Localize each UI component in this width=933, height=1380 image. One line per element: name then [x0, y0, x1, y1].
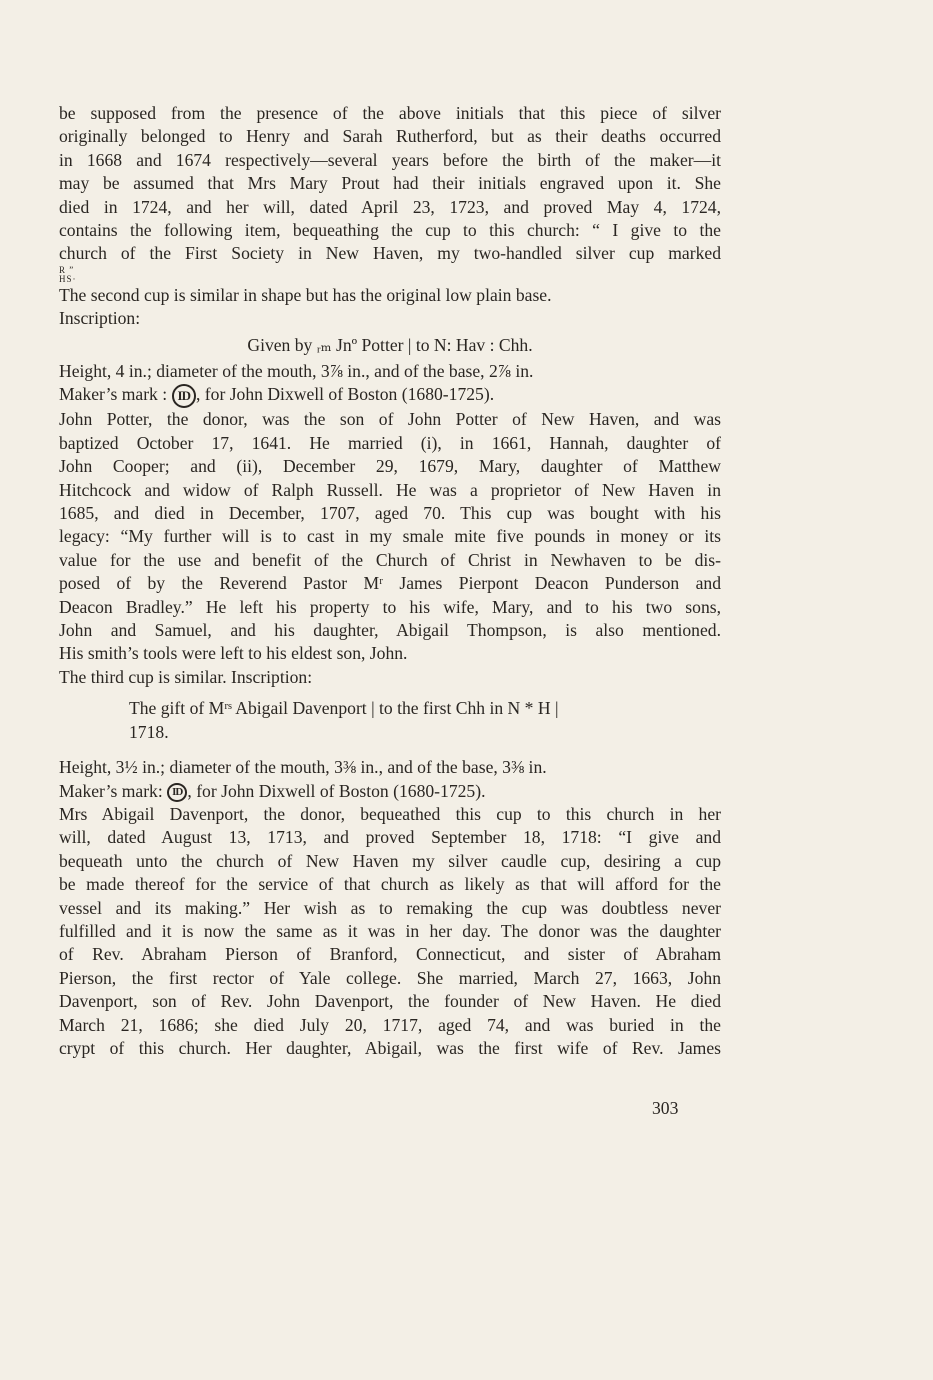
text-line: Davenport, son of Rev. John Davenport, the founder of New Haven. He died	[59, 991, 721, 1012]
text-line: Mrs Abigail Davenport, the donor, bequeathed this cup to this church in her	[59, 803, 721, 824]
makers-mark-line	[59, 780, 721, 803]
makers-mark-line	[59, 383, 721, 408]
text-line: The second cup is similar in shape but has the original low plain base.	[59, 284, 552, 305]
text-line: be supposed from the presence of the above initials that this piece of silver	[59, 103, 721, 123]
text-line: John and Samuel, and his daughter, Abigail Thompson, is also mentioned.	[59, 620, 721, 641]
inscription-davenport-line1: The gift of Mʳˢ Abigail Davenport | to the first Chh in N * H |	[129, 698, 559, 719]
text-line: vessel and its making.” Her wish as to remaking the cup was doubtless never	[59, 897, 721, 918]
text-line: Deacon Bradley.” He left his property to his wife, Mary, and to his two sons,	[59, 596, 721, 617]
makers-mark-text: , for John Dixwell of Boston (1680-1725).	[196, 384, 495, 405]
text-line: church of the First Society in New Haven, my two-handled silver cup marked	[59, 243, 721, 264]
text-line: may be assumed that Mrs Mary Prout had their initials engraved upon it. She	[59, 173, 721, 194]
text-line: John Cooper; and (ii), December 29, 1679, Mary, daughter of Matthew	[59, 456, 721, 477]
text-line: Hitchcock and widow of Ralph Russell. He was a proprietor of New Haven in	[59, 479, 721, 500]
text-line: Inscription:	[59, 308, 141, 329]
text-line: crypt of this church. Her daughter, Abigail, was the first wife of Rev. James	[59, 1037, 721, 1058]
text-line: fulfilled and it is now the same as it was in her day. The donor was the daughter	[59, 920, 721, 941]
engraved-initials-bottom: HS·	[59, 273, 77, 284]
inscription-davenport-line2: 1718.	[129, 721, 169, 742]
id-mark-icon: ID	[172, 384, 196, 408]
text-line: originally belonged to Henry and Sarah Rutherford, but as their deaths occurred	[59, 126, 721, 147]
text-line: 1685, and died in December, 1707, aged 70. This cup was bought with his	[59, 503, 721, 524]
text-line: baptized October 17, 1641. He married (i), in 1661, Hannah, daughter of	[59, 432, 721, 453]
measurements-line: Height, 4 in.; diameter of the mouth, 3⅞ in., and of the base, 2⅞ in.	[59, 361, 534, 382]
makers-mark-text: , for John Dixwell of Boston (1680-1725).	[187, 780, 486, 801]
text-line: posed of by the Reverend Pastor Mʳ James Pierpont Deacon Punderson and	[59, 573, 721, 594]
makers-mark-label: Maker’s mark :	[59, 384, 168, 405]
text-line: value for the use and benefit of the Church of Christ in Newhaven to be dis-	[59, 549, 721, 570]
text-line: died in 1724, and her will, dated April 23, 1723, and proved May 4, 1724,	[59, 196, 721, 217]
text-line: The third cup is similar. Inscription:	[59, 666, 313, 687]
text-line: John Potter, the donor, was the son of John Potter of New Haven, and was	[59, 409, 721, 430]
engraved-initials-top: R ”	[59, 264, 75, 275]
text-line: of Rev. Abraham Pierson of Branford, Connecticut, and sister of Abraham	[59, 944, 721, 965]
inscription-potter: Given by ᵣₘ Jnº Potter | to N: Hav : Chh.	[247, 334, 533, 355]
id-mark-icon: ID	[167, 783, 187, 802]
body-text	[59, 102, 721, 1060]
text-line: contains the following item, bequeathing the cup to this church: “ I give to the	[59, 220, 721, 241]
text-line: legacy: “My further will is to cast in my smale mite five pounds in money or its	[59, 526, 721, 547]
text-line: Pierson, the first rector of Yale college. She married, March 27, 1663, John	[59, 967, 721, 988]
text-line: will, dated August 13, 1713, and proved September 18, 1718: “I give and	[59, 827, 721, 848]
text-line: in 1668 and 1674 respectively—several years before the birth of the maker—it	[59, 149, 721, 170]
text-line: be made thereof for the service of that church as likely as that will afford for the	[59, 874, 721, 895]
text-line: His smith’s tools were left to his eldest son, John.	[59, 643, 408, 664]
text-line: March 21, 1686; she died July 20, 1717, aged 74, and was buried in the	[59, 1014, 721, 1035]
measurements-line: Height, 3½ in.; diameter of the mouth, 3⅜ in., and of the base, 3⅜ in.	[59, 757, 547, 778]
page-number: 303	[652, 1098, 679, 1118]
text-line: bequeath unto the church of New Haven my silver caudle cup, desiring a cup	[59, 850, 721, 871]
makers-mark-label: Maker’s mark:	[59, 780, 163, 801]
